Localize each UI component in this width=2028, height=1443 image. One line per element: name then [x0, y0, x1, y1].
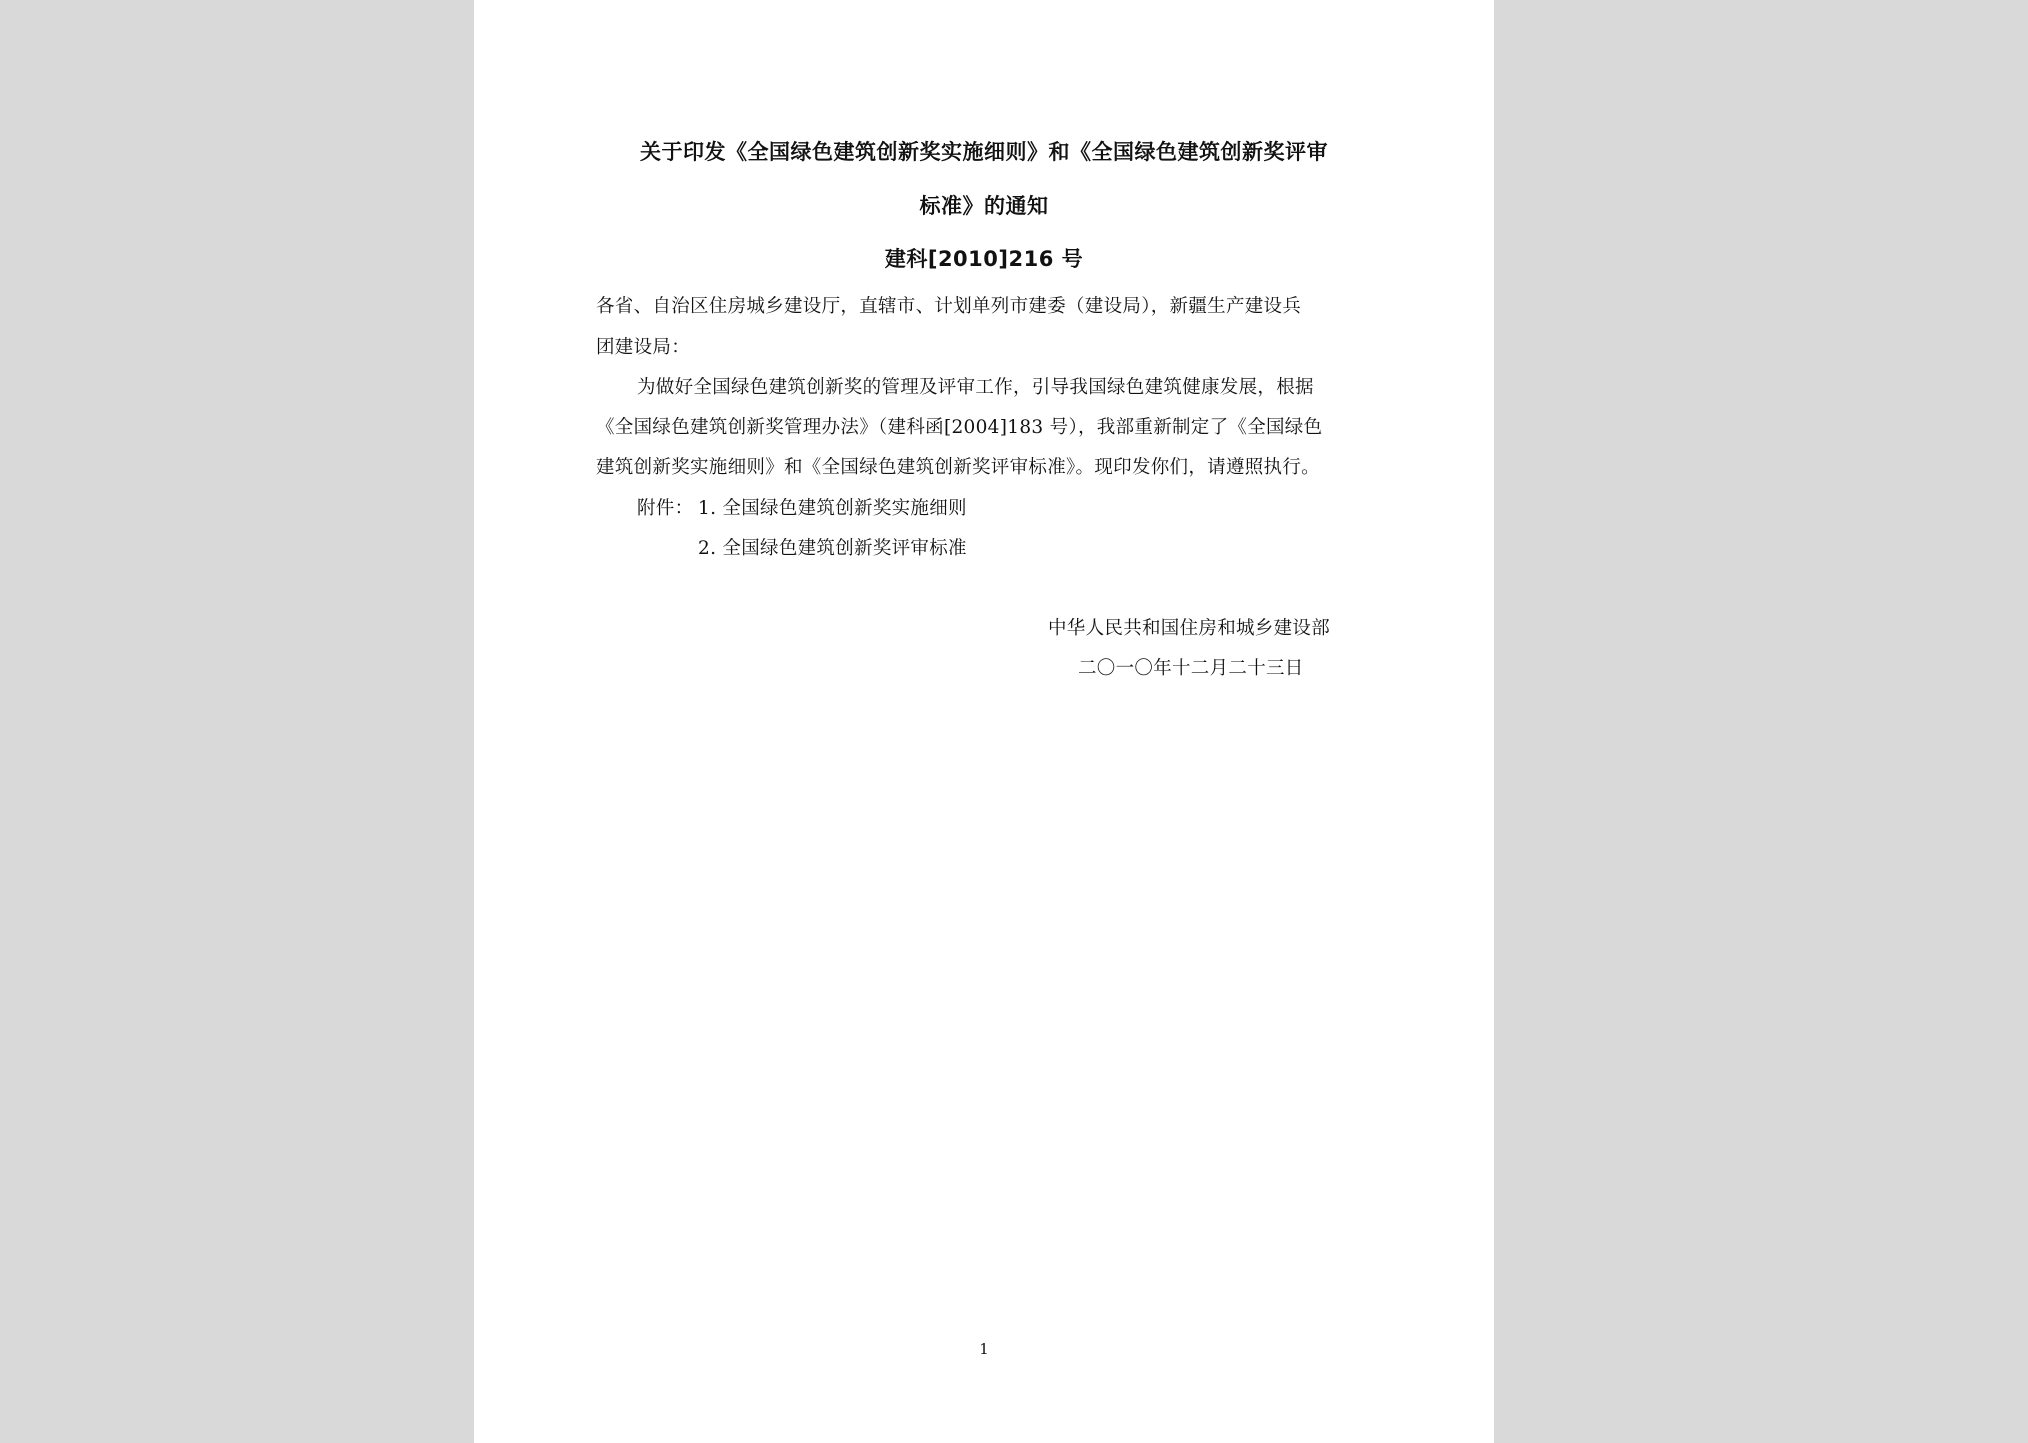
document-page: [474, 0, 1494, 1443]
body-line-2: 《全国绿色建筑创新奖管理办法》（建科函[2004]183 号），我部重新制定了《全国绿色: [596, 417, 1323, 438]
attachment-label: 附件：: [637, 498, 694, 519]
attachment-item-2: 2. 全国绿色建筑创新奖评审标准: [698, 538, 967, 559]
document-number: 建科[2010]216 号: [884, 247, 1084, 271]
attachment-item-1: 1. 全国绿色建筑创新奖实施细则: [698, 498, 967, 519]
addressee-line-1: 各省、自治区住房城乡建设厅，直辖市、计划单列市建委（建设局），新疆生产建设兵: [596, 296, 1302, 317]
title-line-1: 关于印发《全国绿色建筑创新奖实施细则》和《全国绿色建筑创新奖评审: [640, 140, 1328, 164]
body-line-3: 建筑创新奖实施细则》和《全国绿色建筑创新奖评审标准》。现印发你们，请遵照执行。: [596, 457, 1320, 478]
title-line-2: 标准》的通知: [919, 194, 1049, 218]
page-number: 1: [979, 1340, 989, 1358]
issue-date: 二〇一〇年十二月二十三日: [1078, 658, 1304, 679]
issuer: 中华人民共和国住房和城乡建设部: [1048, 618, 1331, 639]
body-line-1: 为做好全国绿色建筑创新奖的管理及评审工作，引导我国绿色建筑健康发展，根据: [637, 377, 1314, 398]
addressee-line-2: 团建设局：: [596, 337, 691, 358]
